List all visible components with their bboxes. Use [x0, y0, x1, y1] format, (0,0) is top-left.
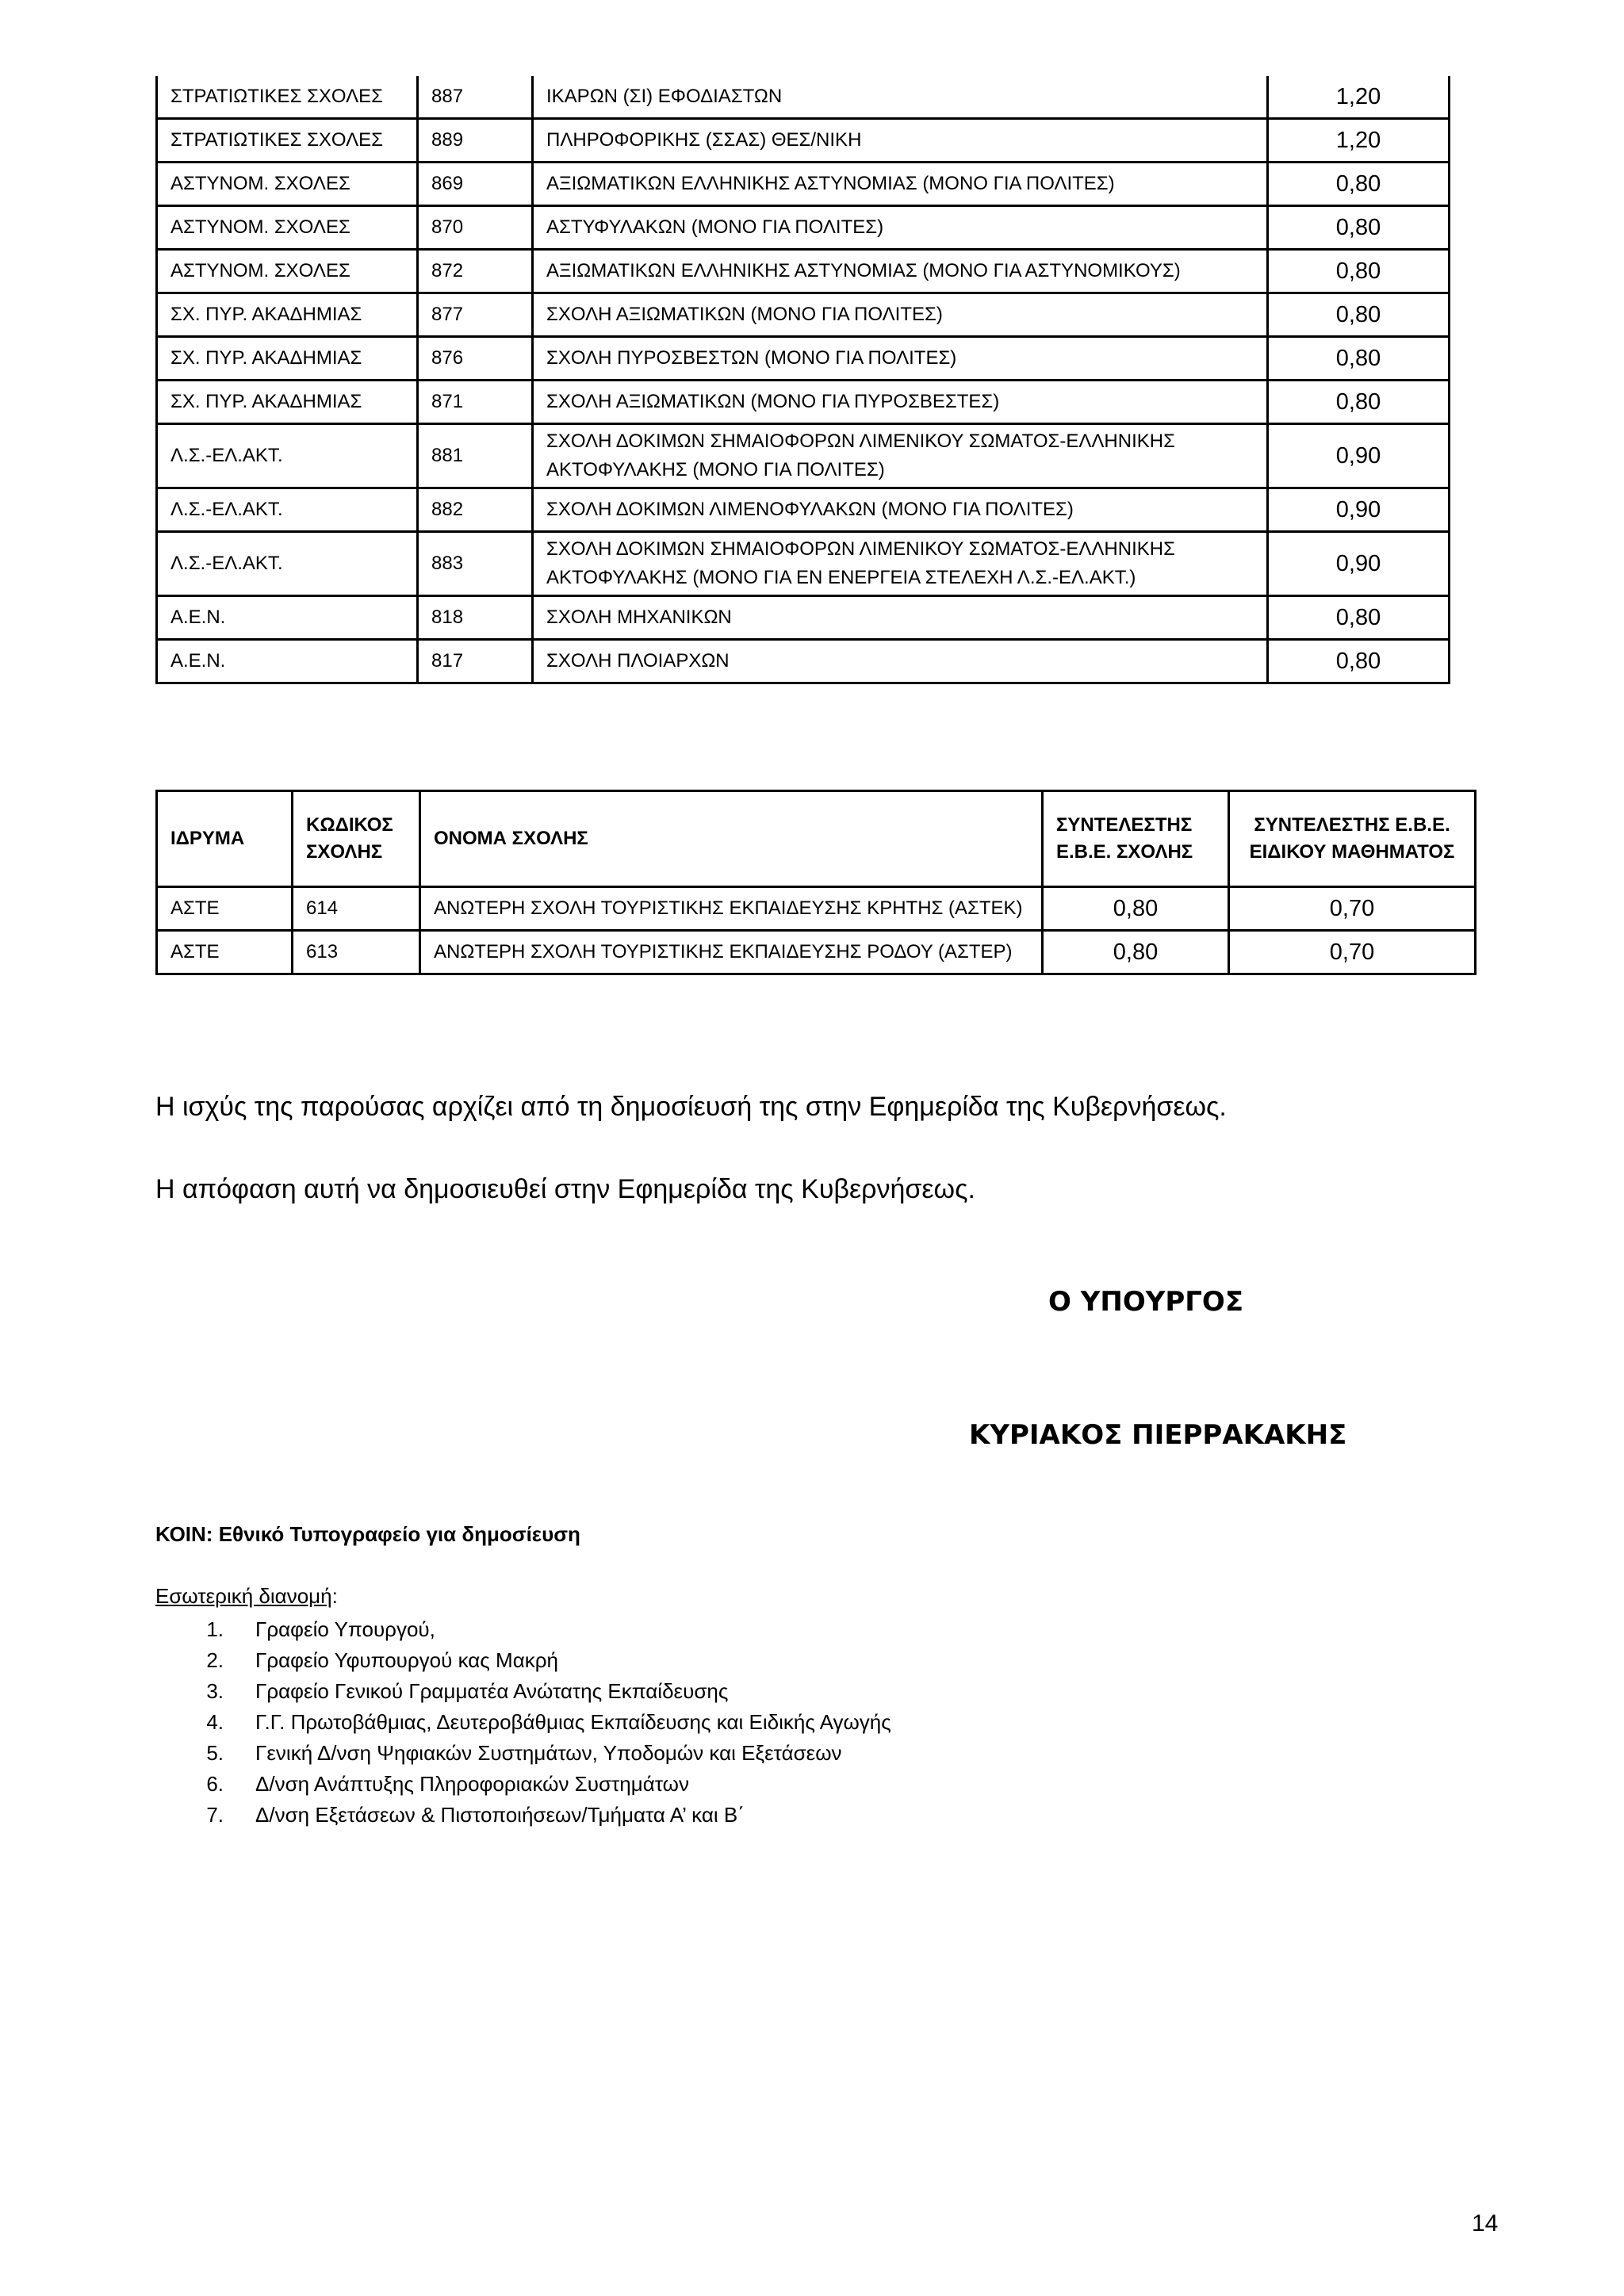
- coefficient-cell: 0,80: [1268, 337, 1450, 381]
- publication-paragraph: Η απόφαση αυτή να δημοσιευθεί στην Εφημερίδα της Κυβερνήσεως.: [155, 1174, 975, 1204]
- list-item-text: Γραφείο Υπουργού,: [255, 1617, 435, 1641]
- coefficient-cell: 1,20: [1268, 76, 1450, 119]
- school-code-cell: 869: [418, 163, 533, 206]
- header-school-coefficient: ΣΥΝΤΕΛΕΣΤΗΣ Ε.Β.Ε. ΣΧΟΛΗΣ: [1043, 791, 1229, 887]
- effective-date-paragraph: Η ισχύς της παρούσας αρχίζει από τη δημοσίευσή της στην Εφημερίδα της Κυβερνήσεως.: [155, 1092, 1227, 1122]
- header-school-code: ΚΩΔΙΚΟΣ ΣΧΟΛΗΣ: [293, 791, 420, 887]
- school-name-cell: ΑΝΩΤΕΡΗ ΣΧΟΛΗ ΤΟΥΡΙΣΤΙΚΗΣ ΕΚΠΑΙΔΕΥΣΗΣ ΚΡΗΤΗΣ (ΑΣΤΕΚ): [420, 887, 1043, 931]
- table-row: [157, 293, 1450, 337]
- list-item: [155, 1707, 891, 1738]
- list-item: [155, 1800, 891, 1831]
- list-item-number: 6.: [206, 1772, 224, 1796]
- school-name-cell: ΑΞΙΩΜΑΤΙΚΩΝ ΕΛΛΗΝΙΚΗΣ ΑΣΤΥΝΟΜΙΑΣ (ΜΟΝΟ ΓΙΑ ΑΣΤΥΝΟΜΙΚΟΥΣ): [533, 250, 1268, 293]
- school-name-cell: ΣΧΟΛΗ ΔΟΚΙΜΩΝ ΣΗΜΑΙΟΦΟΡΩΝ ΛΙΜΕΝΙΚΟΥ ΣΩΜΑΤΟΣ-ΕΛΛΗΝΙΚΗΣ ΑΚΤΟΦΥΛΑΚΗΣ (ΜΟΝΟ ΓΙΑ ΠΟΛΙΤΕΣ): [533, 424, 1268, 488]
- coefficient-cell: 1,20: [1268, 119, 1450, 163]
- coefficient-cell: 0,80: [1268, 381, 1450, 424]
- school-name-cell: ΣΧΟΛΗ ΠΛΟΙΑΡΧΩΝ: [533, 640, 1268, 683]
- coefficient-cell: 0,80: [1268, 640, 1450, 683]
- institution-cell: ΑΣΤΕ: [157, 931, 293, 974]
- institution-cell: Λ.Σ.-ΕΛ.ΑΚΤ.: [157, 488, 418, 532]
- coefficient-cell: 0,80: [1268, 206, 1450, 250]
- distribution-label-colon: :: [331, 1584, 338, 1608]
- school-name-cell: ΣΧΟΛΗ ΜΗΧΑΝΙΚΩΝ: [533, 596, 1268, 640]
- signature-name: ΚΥΡΙΑΚΟΣ ΠΙΕΡΡΑΚΑΚΗΣ: [969, 1419, 1347, 1451]
- institution-cell: ΣΤΡΑΤΙΩΤΙΚΕΣ ΣΧΟΛΕΣ: [157, 76, 418, 119]
- table-row: [157, 640, 1450, 683]
- school-code-cell: 871: [418, 381, 533, 424]
- list-item: [155, 1645, 891, 1676]
- header-school-name: ΟΝΟΜΑ ΣΧΟΛΗΣ: [420, 791, 1043, 887]
- table-row: [157, 931, 1476, 974]
- table-row: [157, 206, 1450, 250]
- school-name-cell: ΣΧΟΛΗ ΑΞΙΩΜΑΤΙΚΩΝ (ΜΟΝΟ ΓΙΑ ΠΥΡΟΣΒΕΣΤΕΣ): [533, 381, 1268, 424]
- signature-title: Ο ΥΠΟΥΡΓΟΣ: [1048, 1286, 1244, 1318]
- coefficient-cell: 0,80: [1268, 596, 1450, 640]
- coefficient-cell: 0,90: [1268, 488, 1450, 532]
- school-code-cell: 889: [418, 119, 533, 163]
- page-number: 14: [1472, 2210, 1499, 2237]
- list-item-number: 5.: [206, 1741, 224, 1765]
- list-item-number: 4.: [206, 1710, 224, 1734]
- table-row: [157, 250, 1450, 293]
- institution-cell: Λ.Σ.-ΕΛ.ΑΚΤ.: [157, 424, 418, 488]
- institution-cell: ΑΣΤΥΝΟΜ. ΣΧΟΛΕΣ: [157, 163, 418, 206]
- school-code-cell: 613: [293, 931, 420, 974]
- school-code-cell: 817: [418, 640, 533, 683]
- institution-cell: ΑΣΤΥΝΟΜ. ΣΧΟΛΕΣ: [157, 250, 418, 293]
- list-item-text: Γραφείο Υφυπουργού κας Μακρή: [255, 1648, 558, 1672]
- institution-cell: Α.Ε.Ν.: [157, 596, 418, 640]
- list-item-number: 7.: [206, 1803, 224, 1827]
- school-name-cell: ΣΧΟΛΗ ΔΟΚΙΜΩΝ ΣΗΜΑΙΟΦΟΡΩΝ ΛΙΜΕΝΙΚΟΥ ΣΩΜΑΤΟΣ-ΕΛΛΗΝΙΚΗΣ ΑΚΤΟΦΥΛΑΚΗΣ (ΜΟΝΟ ΓΙΑ ΕΝ ΕΝΕΡΓΕΙΑ ΣΤΕΛΕΧΗ Λ.Σ.-ΕΛ.ΑΚΤ.): [533, 532, 1268, 596]
- school-code-cell: 876: [418, 337, 533, 381]
- institution-cell: Λ.Σ.-ΕΛ.ΑΚΤ.: [157, 532, 418, 596]
- header-subject-coefficient: ΣΥΝΤΕΛΕΣΤΗΣ Ε.Β.Ε. ΕΙΔΙΚΟΥ ΜΑΘΗΜΑΤΟΣ: [1229, 791, 1476, 887]
- distribution-label-text: Εσωτερική διανομή: [155, 1584, 332, 1608]
- list-item-text: Γραφείο Γενικού Γραμματέα Ανώτατης Εκπαίδευσης: [255, 1679, 729, 1703]
- tourism-schools-table: [155, 790, 1477, 975]
- school-coefficient-cell: 0,80: [1043, 931, 1229, 974]
- school-name-cell: ΣΧΟΛΗ ΠΥΡΟΣΒΕΣΤΩΝ (ΜΟΝΟ ΓΙΑ ΠΟΛΙΤΕΣ): [533, 337, 1268, 381]
- institution-cell: Α.Ε.Ν.: [157, 640, 418, 683]
- coefficient-cell: 0,80: [1268, 293, 1450, 337]
- list-item-text: Γενική Δ/νση Ψηφιακών Συστημάτων, Υποδομών και Εξετάσεων: [255, 1741, 842, 1765]
- school-code-cell: 818: [418, 596, 533, 640]
- koin-notice: ΚΟΙΝ: Εθνικό Τυπογραφείο για δημοσίευση: [155, 1522, 580, 1546]
- institution-cell: ΑΣΤΥΝΟΜ. ΣΧΟΛΕΣ: [157, 206, 418, 250]
- school-code-cell: 870: [418, 206, 533, 250]
- list-item-number: 1.: [206, 1617, 224, 1641]
- list-item: [155, 1676, 891, 1707]
- table-row: [157, 596, 1450, 640]
- table-row: [157, 887, 1476, 931]
- list-item-text: Γ.Γ. Πρωτοβάθμιας, Δευτεροβάθμιας Εκπαίδευσης και Ειδικής Αγωγής: [255, 1710, 891, 1734]
- school-name-cell: ΣΧΟΛΗ ΑΞΙΩΜΑΤΙΚΩΝ (ΜΟΝΟ ΓΙΑ ΠΟΛΙΤΕΣ): [533, 293, 1268, 337]
- list-item-text: Δ/νση Εξετάσεων & Πιστοποιήσεων/Τμήματα Α’ και Β΄: [255, 1803, 745, 1827]
- school-code-cell: 877: [418, 293, 533, 337]
- table-row: [157, 119, 1450, 163]
- list-item-number: 2.: [206, 1648, 224, 1672]
- list-item-number: 3.: [206, 1679, 224, 1703]
- institution-cell: ΣΤΡΑΤΙΩΤΙΚΕΣ ΣΧΟΛΕΣ: [157, 119, 418, 163]
- distribution-label: [155, 1584, 338, 1609]
- table-row: [157, 337, 1450, 381]
- school-code-cell: 881: [418, 424, 533, 488]
- table-row: [157, 381, 1450, 424]
- institution-cell: ΣΧ. ΠΥΡ. ΑΚΑΔΗΜΙΑΣ: [157, 337, 418, 381]
- table-row: [157, 532, 1450, 596]
- list-item: [155, 1614, 891, 1645]
- coefficient-cell: 0,80: [1268, 250, 1450, 293]
- coefficient-cell: 0,90: [1268, 424, 1450, 488]
- school-name-cell: ΑΣΤΥΦΥΛΑΚΩΝ (ΜΟΝΟ ΓΙΑ ΠΟΛΙΤΕΣ): [533, 206, 1268, 250]
- list-item-text: Δ/νση Ανάπτυξης Πληροφοριακών Συστημάτων: [255, 1772, 689, 1796]
- table-header-row: [157, 791, 1476, 887]
- coefficient-cell: 0,90: [1268, 532, 1450, 596]
- header-institution: ΙΔΡΥΜΑ: [157, 791, 293, 887]
- institution-cell: ΑΣΤΕ: [157, 887, 293, 931]
- school-code-cell: 882: [418, 488, 533, 532]
- subject-coefficient-cell: 0,70: [1229, 887, 1476, 931]
- institution-cell: ΣΧ. ΠΥΡ. ΑΚΑΔΗΜΙΑΣ: [157, 381, 418, 424]
- table-row: [157, 163, 1450, 206]
- school-name-cell: ΑΝΩΤΕΡΗ ΣΧΟΛΗ ΤΟΥΡΙΣΤΙΚΗΣ ΕΚΠΑΙΔΕΥΣΗΣ ΡΟΔΟΥ (ΑΣΤΕΡ): [420, 931, 1043, 974]
- institution-cell: ΣΧ. ΠΥΡ. ΑΚΑΔΗΜΙΑΣ: [157, 293, 418, 337]
- coefficient-cell: 0,80: [1268, 163, 1450, 206]
- schools-coefficient-table: [155, 76, 1450, 684]
- school-name-cell: ΠΛΗΡΟΦΟΡΙΚΗΣ (ΣΣΑΣ) ΘΕΣ/ΝΙΚΗ: [533, 119, 1268, 163]
- table-row: [157, 424, 1450, 488]
- school-code-cell: 887: [418, 76, 533, 119]
- table-row: [157, 76, 1450, 119]
- list-item: [155, 1738, 891, 1769]
- table-row: [157, 488, 1450, 532]
- subject-coefficient-cell: 0,70: [1229, 931, 1476, 974]
- school-name-cell: ΙΚΑΡΩΝ (ΣΙ) ΕΦΟΔΙΑΣΤΩΝ: [533, 76, 1268, 119]
- school-name-cell: ΑΞΙΩΜΑΤΙΚΩΝ ΕΛΛΗΝΙΚΗΣ ΑΣΤΥΝΟΜΙΑΣ (ΜΟΝΟ ΓΙΑ ΠΟΛΙΤΕΣ): [533, 163, 1268, 206]
- school-coefficient-cell: 0,80: [1043, 887, 1229, 931]
- school-name-cell: ΣΧΟΛΗ ΔΟΚΙΜΩΝ ΛΙΜΕΝΟΦΥΛΑΚΩΝ (ΜΟΝΟ ΓΙΑ ΠΟΛΙΤΕΣ): [533, 488, 1268, 532]
- school-code-cell: 614: [293, 887, 420, 931]
- school-code-cell: 883: [418, 532, 533, 596]
- school-code-cell: 872: [418, 250, 533, 293]
- distribution-list: [155, 1614, 891, 1831]
- list-item: [155, 1769, 891, 1800]
